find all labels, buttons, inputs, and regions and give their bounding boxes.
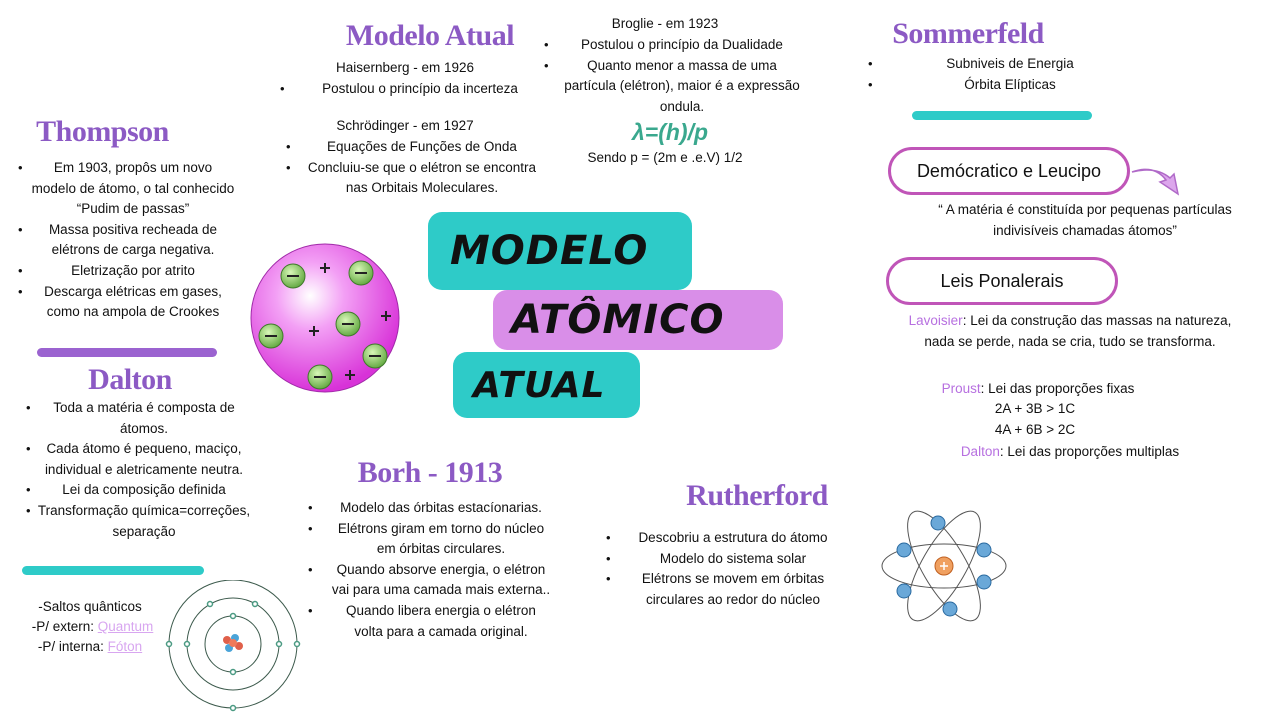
extern-label: -P/ extern: xyxy=(31,619,98,634)
bullet-icon: • xyxy=(26,482,31,498)
rutherford-atom-illustration xyxy=(878,502,1012,632)
list-item xyxy=(26,501,256,542)
bullet-icon: • xyxy=(18,160,23,175)
list-item xyxy=(544,35,800,56)
bullet-icon: • xyxy=(18,262,23,278)
bullet-icon: • xyxy=(308,561,313,577)
thompson-list xyxy=(18,158,236,323)
lavoisier-name: Lavoisier xyxy=(908,313,963,328)
list-item-text: Descarga elétricas em gases, como na ampola de Crookes xyxy=(44,283,222,320)
democrito-box xyxy=(888,147,1130,195)
list-item-text: Transformação química=correções, separação xyxy=(37,502,251,539)
saltos-interna xyxy=(20,637,160,658)
bullet-icon: • xyxy=(308,520,313,536)
bullet-icon: • xyxy=(544,37,549,52)
bohr-atom-illustration xyxy=(165,580,305,715)
list-item xyxy=(308,519,552,560)
leis-box xyxy=(886,257,1118,305)
proust-law xyxy=(900,379,1176,400)
list-item-text: Eletrização por atrito xyxy=(71,262,195,278)
saltos-extern xyxy=(20,617,165,638)
list-item-text: Quando libera energia o elétron volta para a camada original. xyxy=(346,602,536,639)
list-item-text: Órbita Elípticas xyxy=(964,76,1056,92)
bullet-icon: • xyxy=(286,139,291,154)
bohr-title: Borh - 1913 xyxy=(357,456,503,489)
bullet-icon: • xyxy=(18,221,23,237)
list-item-text: Lei da composição definida xyxy=(62,482,226,498)
arrow-icon xyxy=(1130,164,1182,198)
rutherford-list xyxy=(606,528,846,610)
hero-modelo xyxy=(428,212,692,290)
broglie-formula: λ=(h)/p xyxy=(631,119,709,145)
list-item xyxy=(26,439,256,480)
hero-line1: MODELO xyxy=(450,228,649,274)
democrito-label: Demócratico e Leucipo xyxy=(916,160,1102,181)
list-item-text: Elétrons giram em torno do núcleo em órbitas circulares. xyxy=(337,520,545,557)
list-item xyxy=(18,282,236,323)
list-item xyxy=(26,398,256,439)
list-item-text: Postulou o princípio da incerteza xyxy=(322,81,518,96)
list-item-text: Equações de Funções de Onda xyxy=(327,139,517,154)
list-item xyxy=(308,498,552,519)
broglie-heading: Broglie - em 1923 xyxy=(611,16,719,31)
list-item xyxy=(868,54,1100,75)
list-item xyxy=(286,137,542,158)
dalton-list xyxy=(26,398,256,542)
bullet-icon: • xyxy=(868,76,873,92)
list-item xyxy=(280,79,540,100)
list-item-text: Descobriu a estrutura do átomo xyxy=(638,530,828,545)
bullet-icon: • xyxy=(286,159,291,175)
list-item-text: Postulou o princípio da Dualidade xyxy=(581,37,783,52)
dalton-text: : Lei das proporções multiplas xyxy=(999,444,1180,459)
list-item-text: Subniveis de Energia xyxy=(946,56,1074,71)
bullet-icon: • xyxy=(606,550,611,566)
list-item xyxy=(18,220,236,261)
bullet-icon: • xyxy=(26,400,31,415)
bullet-icon: • xyxy=(544,57,549,73)
hero-atomico xyxy=(493,290,783,350)
list-item xyxy=(26,480,256,501)
proust-eq1: 2A + 3B > 1C xyxy=(994,401,1076,416)
hero-atual xyxy=(453,352,640,418)
list-item-text: Modelo das órbitas estacíonarias. xyxy=(340,500,542,515)
list-item-text: Massa positiva recheada de elétrons de carga negativa. xyxy=(48,221,218,258)
sommerfeld-title: Sommerfeld xyxy=(892,17,1044,50)
broglie-list xyxy=(544,35,800,117)
list-item xyxy=(606,528,846,549)
hero-line3: ATUAL xyxy=(473,364,606,406)
lavoisier-law xyxy=(900,311,1240,352)
list-item-text: Concluiu-se que o elétron se encontra nas Orbitais Moleculares. xyxy=(307,159,537,196)
bohr-list xyxy=(308,498,552,642)
bullet-icon: • xyxy=(26,502,31,518)
haisernberg-list xyxy=(280,79,540,100)
dalton-title: Dalton xyxy=(88,363,172,396)
list-item xyxy=(18,261,236,282)
list-item-text: Modelo do sistema solar xyxy=(659,550,807,566)
bullet-icon: • xyxy=(606,571,611,587)
thompson-title: Thompson xyxy=(36,115,169,148)
bullet-icon: • xyxy=(280,81,285,96)
list-item-text: Quando absorve energia, o elétron vai para uma camada mais externa.. xyxy=(331,561,551,598)
saltos-heading: -Saltos quânticos xyxy=(38,599,142,614)
bullet-icon: • xyxy=(26,441,31,457)
foton-link[interactable]: Fóton xyxy=(107,639,143,654)
purple-divider xyxy=(37,348,217,357)
hero-line2: ATÔMICO xyxy=(511,297,725,343)
teal-divider-2 xyxy=(22,566,204,575)
bullet-icon: • xyxy=(18,283,23,299)
schrodinger-heading: Schrödinger - em 1927 xyxy=(336,118,474,133)
nucleus-icon xyxy=(223,634,243,652)
thomson-atom-illustration xyxy=(243,232,413,402)
broglie-note: Sendo p = (2m e .e.V) 1/2 xyxy=(587,150,743,165)
list-item-text: Elétrons se movem em órbitas circulares ao redor do núcleo xyxy=(641,571,825,607)
list-item xyxy=(18,158,236,220)
bullet-icon: • xyxy=(606,530,611,545)
bullet-icon: • xyxy=(868,56,873,71)
list-item-text: Em 1903, propôs um novo modelo de átomo, o tal conhecido “Pudim de passas” xyxy=(31,160,235,217)
democrito-quote: “ A matéria é constituída por pequenas partículas indivisíveis chamadas átomos” xyxy=(938,202,1232,238)
lavoisier-text: : Lei da construção das massas na natureza, nada se perde, nada se cria, tudo se transforma. xyxy=(924,313,1232,349)
list-item xyxy=(308,601,552,642)
list-item xyxy=(544,56,800,118)
list-item xyxy=(308,560,552,601)
list-item xyxy=(606,549,846,570)
dalton-law xyxy=(900,442,1240,463)
proust-eq2: 4A + 6B > 2C xyxy=(994,422,1076,437)
interna-label: -P/ interna: xyxy=(37,639,108,654)
leis-label: Leis Ponalerais xyxy=(940,270,1064,291)
list-item xyxy=(286,158,542,199)
rutherford-title: Rutherford xyxy=(686,479,828,512)
proust-text: : Lei das proporções fixas xyxy=(980,381,1135,396)
proust-name: Proust xyxy=(941,381,981,396)
list-item-text: Toda a matéria é composta de átomos. xyxy=(53,400,235,436)
bullet-icon: • xyxy=(308,602,313,618)
list-item xyxy=(606,569,846,610)
list-item-text: Cada átomo é pequeno, maciço, individual e aletricamente neutra. xyxy=(44,441,244,477)
list-item xyxy=(868,75,1100,96)
quantum-link[interactable]: Quantum xyxy=(97,619,154,634)
haisernberg-heading: Haisernberg - em 1926 xyxy=(335,60,475,75)
teal-divider xyxy=(912,111,1092,120)
dalton-name: Dalton xyxy=(960,444,1000,459)
list-item-text: Quanto menor a massa de uma partícula (elétron), maior é a expressão ondula. xyxy=(564,57,800,114)
bullet-icon: • xyxy=(308,500,313,515)
schrodinger-list xyxy=(286,137,542,199)
sommerfeld-list xyxy=(868,54,1100,95)
modelo-atual-title: Modelo Atual xyxy=(345,19,515,52)
